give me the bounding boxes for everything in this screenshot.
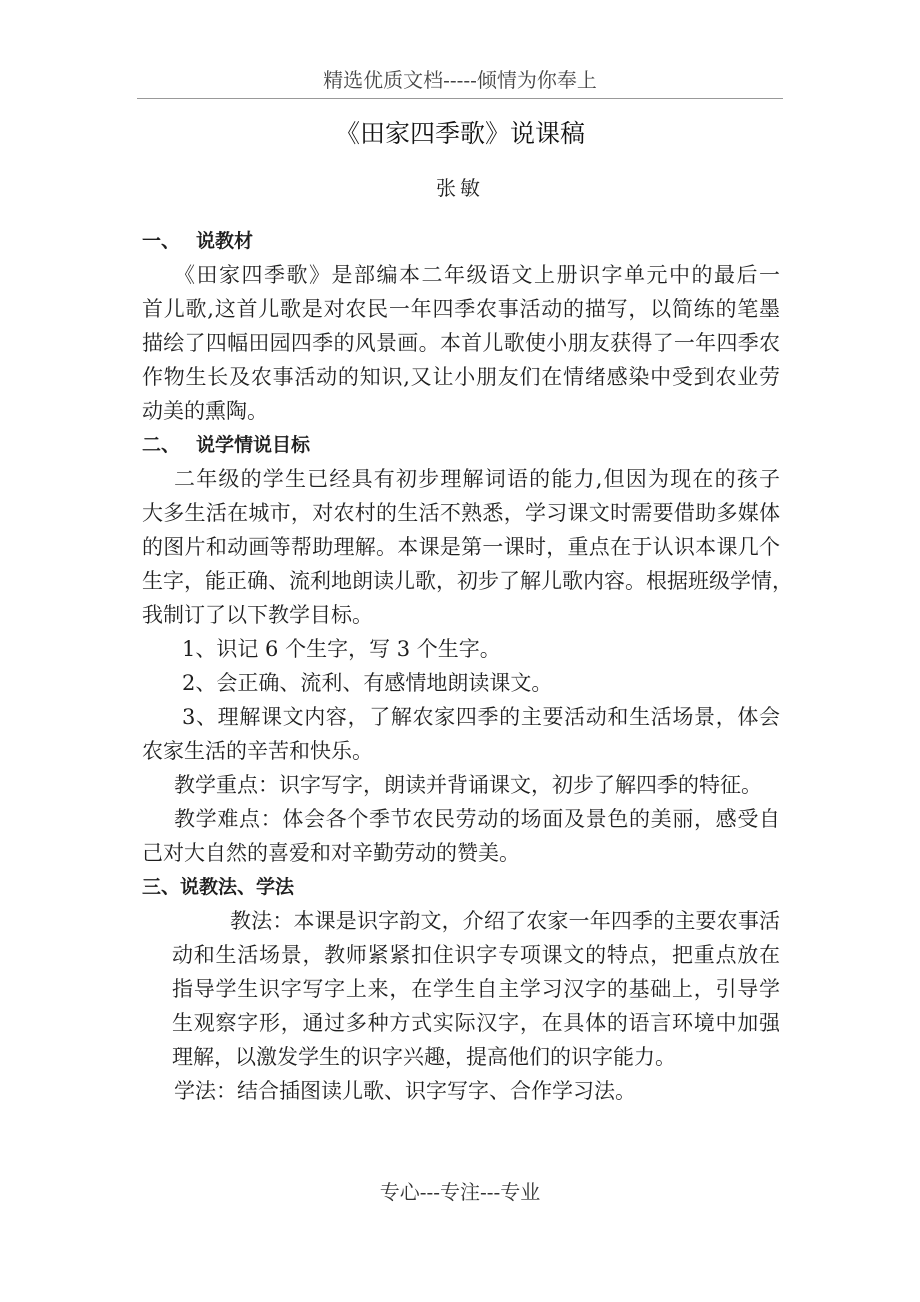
page-header: 精选优质文档-----倾情为你奉上 (323, 68, 597, 92)
method-line: 指导学生识字写字上来，在学生自主学习汉字的基础上，引导学 (172, 977, 780, 1001)
section-heading-3: 三、说教法、学法 (142, 876, 295, 898)
paragraph-line: 《田家四季歌》是部编本二年级语文上册识字单元中的最后一 (174, 263, 780, 287)
paragraph-line: 二年级的学生已经具有初步理解词语的能力,但因为现在的孩子 (174, 467, 780, 491)
study-method: 学法：结合插图读儿歌、识字写字、合作学习法。 (174, 1079, 636, 1103)
document-title: 《田家四季歌》说课稿 (334, 119, 585, 148)
method-line: 动和生活场景，教师紧紧扣住识字专项课文的特点，把重点放在 (172, 943, 780, 967)
key-point: 教学重点：识字写字，朗读并背诵课文，初步了解四季的特征。 (174, 773, 762, 797)
section-heading-1 (142, 224, 780, 258)
goal-item: 3、理解课文内容，了解农家四季的主要活动和生活场景，体会 (182, 705, 780, 729)
section-number: 二、 (142, 434, 181, 456)
goal-item: 1、识记 6 个生字，写 3 个生字。 (182, 637, 501, 661)
paragraph-line: 作物生长及农事活动的知识,又让小朋友们在情绪感染中受到农业劳 (142, 365, 780, 389)
method-line: 理解，以激发学生的识字兴趣，提高他们的识字能力。 (172, 1045, 676, 1069)
goal-item-continued: 农家生活的辛苦和快乐。 (142, 739, 373, 763)
paragraph-line: 动美的熏陶。 (142, 399, 268, 423)
difficulty-line: 己对大自然的喜爱和对辛勤劳动的赞美。 (142, 841, 520, 865)
method-line: 生观察字形，通过多种方式实际汉字，在具体的语言环境中加强 (172, 1011, 780, 1035)
goal-item: 2、会正确、流利、有感情地朗读课文。 (182, 671, 553, 695)
paragraph-line: 的图片和动画等帮助理解。本课是第一课时，重点在于认识本课几个 (142, 535, 780, 559)
paragraph-line: 生字，能正确、流利地朗读儿歌，初步了解儿歌内容。根据班级学情， (142, 569, 793, 593)
paragraph-line: 大多生活在城市，对农村的生活不熟悉，学习课文时需要借助多媒体 (142, 501, 780, 525)
author-name: 张敏 (436, 176, 484, 200)
section-number: 一、 (142, 230, 181, 252)
page-footer: 专心---专注---专业 (379, 1180, 541, 1204)
section-title: 说教材 (196, 230, 254, 252)
paragraph-line: 描绘了四幅田园四季的风景画。本首儿歌使小朋友获得了一年四季农 (142, 331, 780, 355)
header-rule (137, 98, 783, 99)
paragraph-line: 首儿歌,这首儿歌是对农民一年四季农事活动的描写，以简练的笔墨 (142, 297, 780, 321)
difficulty-line: 教学难点：体会各个季节农民劳动的场面及景色的美丽，感受自 (174, 807, 780, 831)
paragraph-line: 我制订了以下教学目标。 (142, 603, 373, 627)
method-line: 教法：本课是识字韵文，介绍了农家一年四季的主要农事活 (230, 909, 780, 933)
section-title: 说学情说目标 (196, 434, 311, 456)
document-body (142, 224, 793, 1108)
section-heading-2 (142, 428, 780, 462)
